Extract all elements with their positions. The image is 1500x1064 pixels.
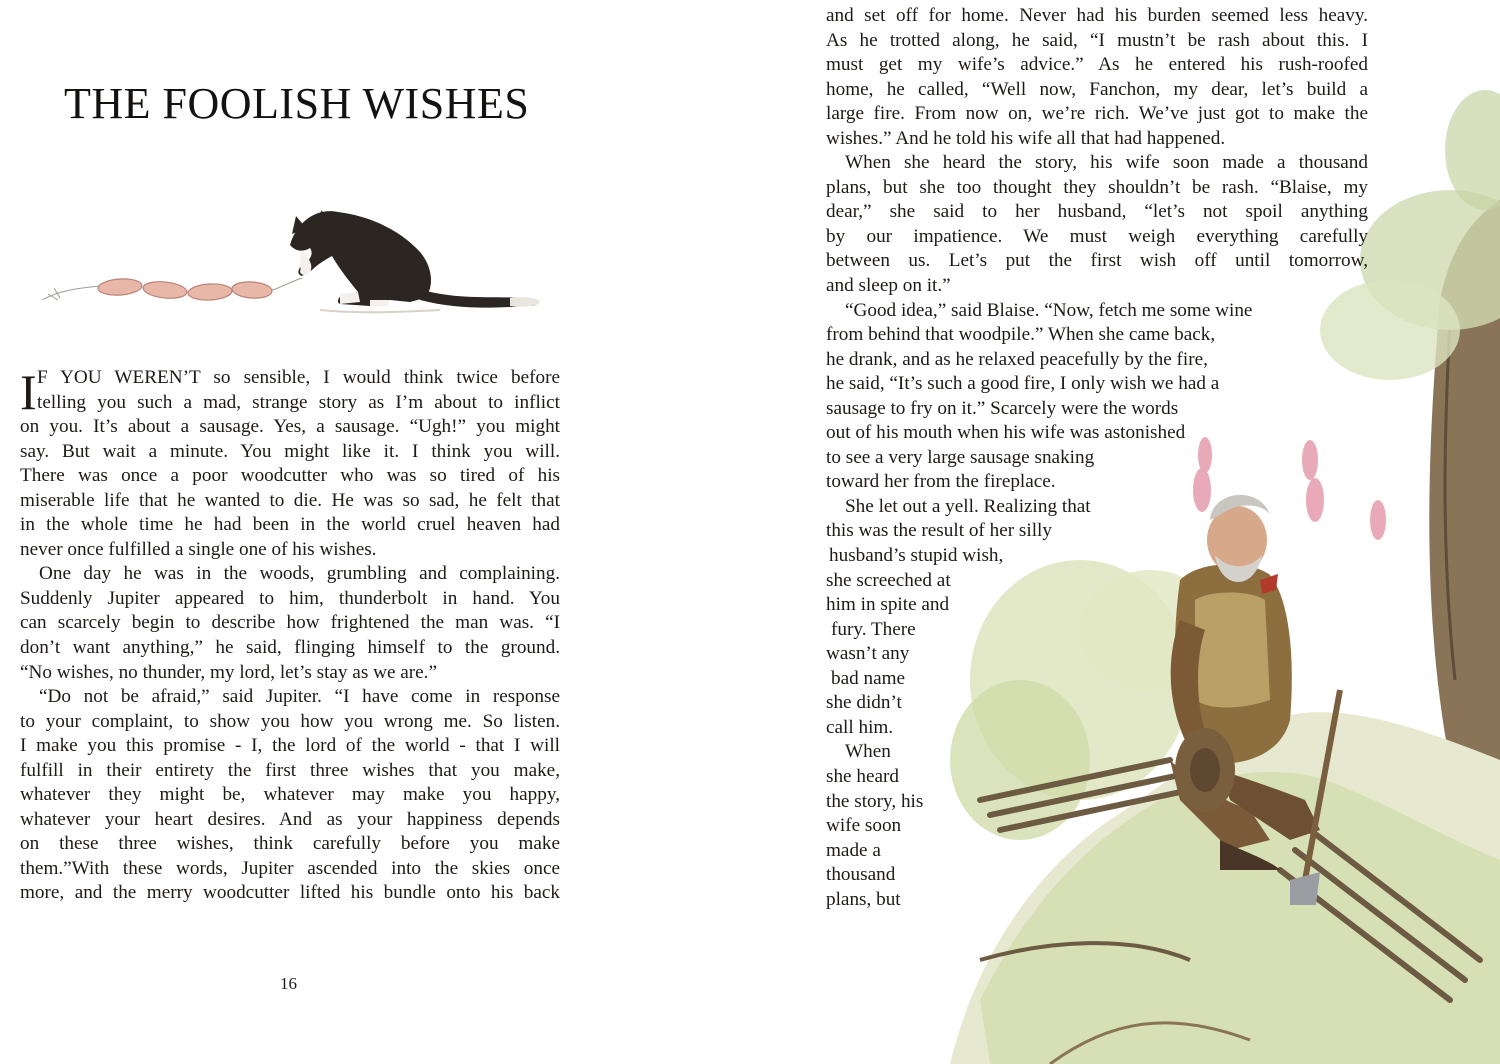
right-page xyxy=(750,0,1500,1064)
text-line: toward her from the fireplace. xyxy=(826,471,1056,493)
left-body-text xyxy=(20,366,560,906)
text-line: the story, his xyxy=(826,790,924,812)
text-line: on you. It’s about a sausage. Yes, a sausage. “Ugh!” you might xyxy=(20,416,560,438)
text-line: more, and the merry woodcutter lifted his bundle onto his back xyxy=(20,882,560,904)
text-line: say. But wait a minute. You might like it. I think you will. xyxy=(20,440,560,462)
drop-cap: I xyxy=(20,364,37,420)
text-line: to see a very large sausage snaking xyxy=(826,446,1095,468)
text-line: fury. There xyxy=(831,618,916,640)
text-line: “Do not be afraid,” said Jupiter. “I have come in response xyxy=(39,686,560,708)
text-line: never once fulfilled a single one of his wishes. xyxy=(20,538,377,560)
text-line: “No wishes, no thunder, my lord, let’s stay as we are.” xyxy=(20,661,437,683)
text-line: whatever they might be, whatever may make you happy, xyxy=(20,784,560,806)
text-line: There was once a poor woodcutter who was so tired of his xyxy=(20,465,560,487)
text-line: plans, but she too thought they shouldn’t be rash. “Blaise, my xyxy=(826,176,1368,198)
text-line: she didn’t xyxy=(826,692,902,714)
text-line: call him. xyxy=(826,716,894,738)
text-line: husband’s stupid wish, xyxy=(829,545,1004,567)
text-line: on these three wishes, think carefully before you make xyxy=(20,833,560,855)
text-line: dear,” she said to her husband, “let’s not spoil anything xyxy=(826,201,1368,223)
text-line: F YOU WEREN’T so sensible, I would think twice before xyxy=(37,367,560,388)
text-line: Suddenly Jupiter appeared to him, thunderbolt in hand. You xyxy=(20,587,560,609)
text-line: can scarcely begin to describe how frightened the man was. “I xyxy=(20,612,560,634)
text-line: she heard xyxy=(826,765,899,787)
text-line: When she heard the story, his wife soon made a thousand xyxy=(845,152,1368,174)
text-line: thousand xyxy=(826,864,896,886)
text-line: fulfill in their entirety the first three wishes that you make, xyxy=(20,759,560,781)
text-line: and sleep on it.” xyxy=(826,275,951,297)
text-line: must get my wife’s advice.” As he entered his rush-roofed xyxy=(826,54,1368,76)
text-line: she screeched at xyxy=(826,569,951,591)
right-body-text xyxy=(826,4,1368,912)
text-line: As he trotted along, he said, “I mustn’t be rash about this. I xyxy=(826,29,1368,51)
text-line: he drank, and as he relaxed peacefully by the fire, xyxy=(826,348,1208,370)
text-line: wife soon xyxy=(826,815,902,837)
cat-with-sausages-illustration xyxy=(40,190,545,340)
text-line: “Good idea,” said Blaise. “Now, fetch me some wine xyxy=(845,299,1253,321)
text-line: between us. Let’s put the first wish off until tomorrow, xyxy=(826,250,1368,272)
text-line: large fire. From now on, we’re rich. We’ve just got to make the xyxy=(826,103,1368,125)
text-line: out of his mouth when his wife was astonished xyxy=(826,422,1186,444)
text-line: and set off for home. Never had his burden seemed less heavy. xyxy=(826,5,1368,26)
text-line: plans, but xyxy=(826,888,901,910)
text-line: in the whole time he had been in the world cruel heaven had xyxy=(20,514,560,536)
text-line: him in spite and xyxy=(826,594,950,616)
text-line: them.”With these words, Jupiter ascended into the skies once xyxy=(20,857,560,879)
text-line: don’t want anything,” he said, flinging himself to the ground. xyxy=(20,637,560,659)
page-number: 16 xyxy=(280,974,297,993)
text-line: When xyxy=(845,741,891,763)
text-line: One day he was in the woods, grumbling and complaining. xyxy=(39,563,560,585)
text-line: made a xyxy=(826,839,881,861)
text-line: She let out a yell. Realizing that xyxy=(845,495,1091,517)
text-line: to your complaint, to show you how you wrong me. So listen. xyxy=(20,710,560,732)
story-title: THE FOOLISH WISHES xyxy=(64,79,530,128)
text-line: home, he called, “Well now, Fanchon, my dear, let’s build a xyxy=(826,78,1368,100)
text-line: bad name xyxy=(831,667,906,689)
text-line: miserable life that he wanted to die. He was so sad, he felt that xyxy=(20,489,560,511)
text-line: I make you this promise - I, the lord of the world - that I will xyxy=(20,735,560,757)
text-line: whatever your heart desires. And as your happiness depends xyxy=(20,808,560,830)
text-line: from behind that woodpile.” When she came back, xyxy=(826,324,1216,346)
text-line: this was the result of her silly xyxy=(826,520,1052,542)
text-line: telling you such a mad, strange story as I’m about to inflict xyxy=(37,391,560,413)
text-line: he said, “It’s such a good fire, I only wish we had a xyxy=(826,373,1220,395)
text-line: wasn’t any xyxy=(826,643,910,665)
text-line: by our impatience. We must weigh everything carefully xyxy=(826,225,1368,247)
text-line: sausage to fry on it.” Scarcely were the words xyxy=(826,397,1179,419)
text-line: wishes.” And he told his wife all that had happened. xyxy=(826,127,1226,149)
